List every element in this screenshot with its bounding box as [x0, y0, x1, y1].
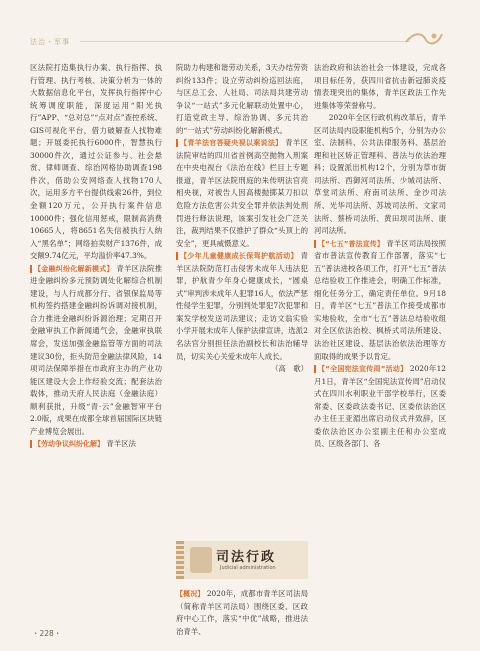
column-1 [30, 62, 162, 451]
section-tag: 法治・军事 [30, 38, 70, 46]
section-text: 青羊区法院审结的四川省首例高空抛物入刑案在中央电视台《法治在线》栏目上专题报道，青羊区法院刑庭的朱传明法官亮相央视，对被告人因高楼抛掷某刀扣以危险方法危害公共安全罪并依法判处刑罚进行释法说理，该案引发社会广泛关注，裁判结果不仅推护了群众“头顶上的安全”，更具威慑意义。 [176, 138, 308, 248]
section-youth [176, 250, 308, 375]
section-text: 2020年12月1日，青羊区“全国宪法宣传周”启动仪式在四川水利职业干部学校举行，区委常委、区委政法委书记、区委依法治区办主任王亚湄出席启动仪式并致辞，区委依法治区办公室副主任和办公室成员、区级各部门、各 [314, 364, 446, 449]
column-3 [314, 62, 446, 451]
section-constitution-week [314, 363, 446, 451]
section-heading: 【劳动争议纠纷化解】 [30, 440, 104, 448]
section-cctv [176, 137, 308, 250]
banner-title: 司法行政 [216, 550, 277, 565]
column-2-continued [176, 588, 308, 638]
decorative-flourish-icon [404, 28, 444, 48]
section-heading: 【少年儿童健康成长保驾护航活动】 [176, 252, 298, 260]
section-text: 2020年，成都市青羊区司法局（简称青羊区司法局）围绕区委、区政府中心工作，落实“中优”战略，推进法治青羊、 [176, 589, 309, 636]
paragraph: 院助力构建和谐劳动关系，3天办结劳资纠纷133件；设立劳动纠纷巡回法庭，与区总工会、人社局、司法局共建劳动争议“一站式”多元化解联动处置中心，打造党政主导、综治协调、多元共治的“一站式”劳动纠纷化解新模式。 [176, 63, 308, 135]
section-banner [176, 541, 308, 579]
section-heading: 【青羊法官答疑央视以案说法】 [176, 139, 283, 147]
section-overview [176, 588, 308, 638]
section-heading: 【金融纠纷化解新模式】 [30, 265, 114, 273]
banner-subtitle: Judicial administration [220, 565, 276, 571]
author-signature: （高 歌） [271, 364, 308, 374]
section-law-promotion [314, 238, 446, 363]
section-court-finance [30, 263, 162, 439]
section-labor-dispute [30, 438, 162, 451]
section-text: 青羊区法院防范打击侵害未成年人违法犯罪，护航青少年身心健康成长，“圆桌式”审判涉未成年人犯罪16人，依法严惩性侵学生犯罪，分别判处罪犯7次犯罪和案发学校发送司法建议；走访文翁实验小学开展未成年人保护法律宣讲，选派2名法官分别担任法治副校长和法治辅导员，切实关心关爱未成年人成长。 [176, 251, 308, 361]
paragraph: 区法院打造集执行办案、执行指挥、执行管理、执行考核、决策分析为一体的大数据信息化平台，发挥执行指挥中心统筹调度职能，深度运用“阳光执行”APP、“总对总”“点对点”查控系统、GIS可视化平台，借力破解查人找物难题；开展委托执行6000件，智慧执行30000件次，通过公证参与、社会悬赏、律师调查、综治网格协助调查198件次，借助公安网络查人找物170人次，运用多方平台提供线索26件，到位金额120万元，公开执行案件信息10000件；强化信用惩戒，限制高消费10665人，将8651名失信被执行人纳入“黑名单”；网络拍卖财产1376件，成交额9.74亿元，平均溢价率47.3%。 [30, 63, 162, 261]
page-header [0, 0, 480, 50]
section-text: 青羊区司法局按照省市普法宣传教育工作部署，落实“七五”普法进校各项工作，打开“七五”普法总结验收工作推进会，明确工作标准，细化任务分工，确定责任单位。9月18日，青羊区“七五”普法工作接受成都市实地验收，全市“七五”普法总结验收组对全区依法治校、枫桥式司法所建设、法治社区建设、基层法治依法治理等方面取得的成果予以肯定。 [314, 238, 446, 361]
emblem-icon [190, 547, 212, 573]
section-heading: 【“七五”普法宣传】 [314, 240, 384, 248]
column-2 [176, 62, 308, 376]
section-text: 青羊区法院推进金融纠纷多元预防调处化解综合机制建设，与人行成都分行、省银保监局等机构签约搭建金融纠纷诉调对接机制，合力推进金融纠纷诉源治理；定期召开金融审执工作新闻通气会，金融审执联席会，发送加强金融监管等方面的司法建议30份，拒头防范金融法律风险，14项司法保障举措在市政府主办的产业功能区建设大会上作经验交流；配套法治载体，推动天府人民法庭（金融法庭）顺利获批，升级“青·云”金融智审平台2.0版，成果在成都全球首届国际区块链产业博览会展出。 [30, 263, 162, 436]
page-number: ・228・ [32, 629, 62, 638]
banner-stripe [176, 541, 184, 579]
section-text: 青羊区法 [106, 439, 136, 449]
section-heading: 【概况】 [176, 590, 205, 598]
paragraph: 法治政府和法治社会一体建设，完成各项目标任务，获四川省抗击新冠肺炎疫情表现突出的集体，青羊区政法工作先进集体等荣誉称号。 [314, 63, 446, 110]
paragraph: 2020年全区行政机构改革后，青羊区司法局内设职能机构5个，分别为办公室、法制科、公共法律服务科、基层治理和社区矫正管理科、普法与依法治理科；设置派出机构12个，分别为草市街司法所、西御河司法所、少城司法所、草堂司法所、府南司法所、金沙司法所、光华司法所、苏坡司法所、文家司法所、蔡桥司法所、黄田坝司法所、康河司法所。 [314, 113, 446, 236]
section-heading: 【“全国宪法宣传周”活动】 [314, 365, 407, 373]
header-rule [80, 41, 410, 42]
